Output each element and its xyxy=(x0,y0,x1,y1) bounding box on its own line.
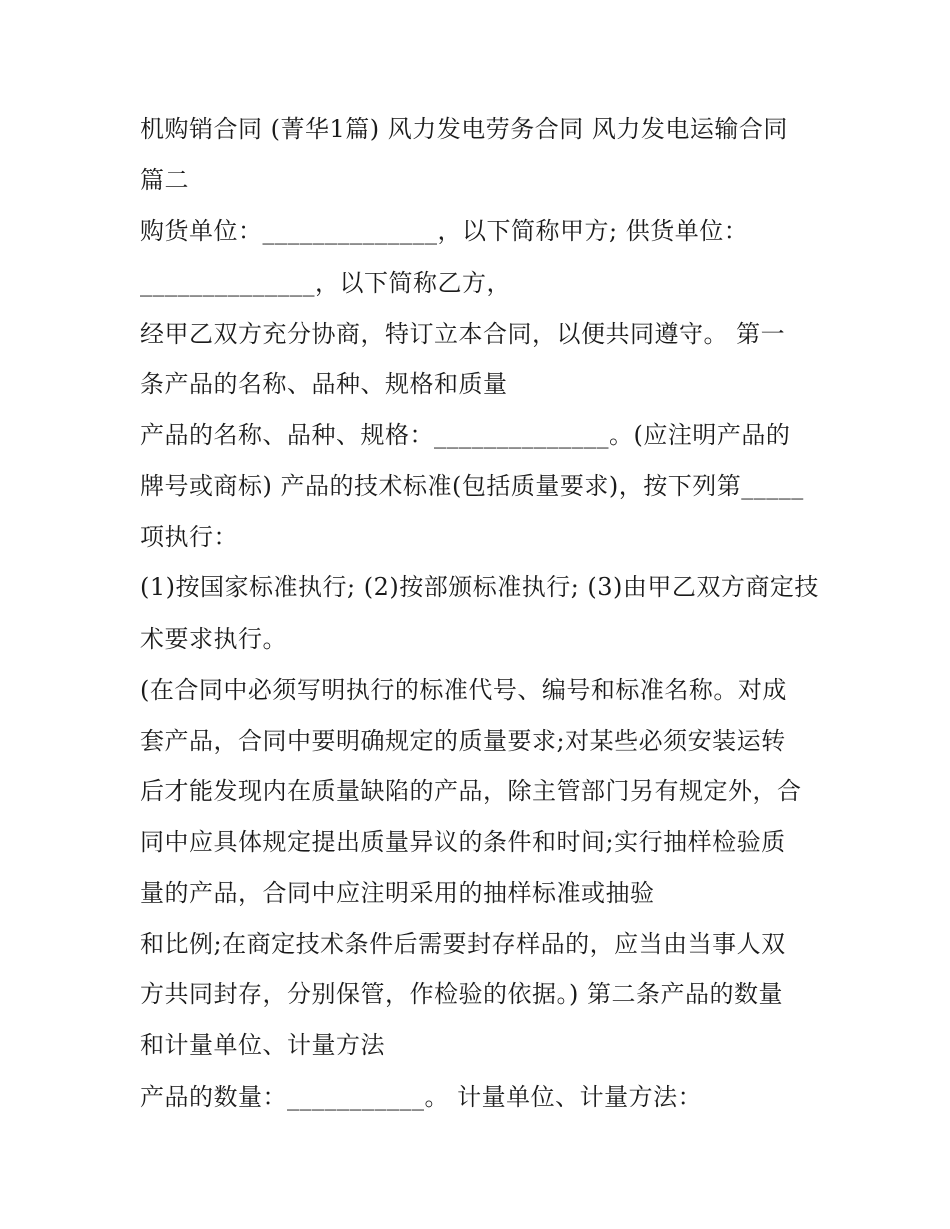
text-line: 产品的数量：___________。 计量单位、计量方法： xyxy=(140,1083,703,1111)
text-line: (在合同中必须写明执行的标准代号、编号和标准名称。对成 xyxy=(140,676,787,704)
text-line: 后才能发现内在质量缺陷的产品，除主管部门另有规定外，合 xyxy=(140,777,802,805)
text-line: 篇二 xyxy=(140,166,189,194)
text-line: 牌号或商标) 产品的技术标准(包括质量要求)，按下列第_____ xyxy=(140,472,804,500)
text-line: 产品的名称、品种、规格：______________。(应注明产品的 xyxy=(140,421,791,449)
text-line: 术要求执行。 xyxy=(140,625,287,653)
text-line: 同中应具体规定提出质量异议的条件和时间;实行抽样检验质 xyxy=(140,828,786,856)
text-line: 和计量单位、计量方法 xyxy=(140,1031,385,1059)
text-line: 条产品的名称、品种、规格和质量 xyxy=(140,370,508,398)
text-line: 方共同封存，分别保管，作检验的依据。) 第二条产品的数量 xyxy=(140,980,783,1008)
text-line: 经甲乙双方充分协商，特订立本合同，以便共同遵守。 第一 xyxy=(140,320,786,348)
text-line: (1)按国家标准执行; (2)按部颁标准执行; (3)由甲乙双方商定技 xyxy=(140,573,819,601)
text-line: 量的产品，合同中应注明采用的抽样标准或抽验 xyxy=(140,879,655,907)
text-line: 和比例;在商定技术条件后需要封存样品的，应当由当事人双 xyxy=(140,930,786,958)
text-line: ______________，以下简称乙方， xyxy=(140,269,511,297)
text-line: 购货单位：______________，以下简称甲方; 供货单位： xyxy=(140,217,749,245)
text-line: 项执行： xyxy=(140,523,238,551)
text-line: 套产品，合同中要明确规定的质量要求;对某些必须安装运转 xyxy=(140,727,786,755)
text-line: 机购销合同 (菁华1篇) 风力发电劳务合同 风力发电运输合同 xyxy=(140,115,788,143)
